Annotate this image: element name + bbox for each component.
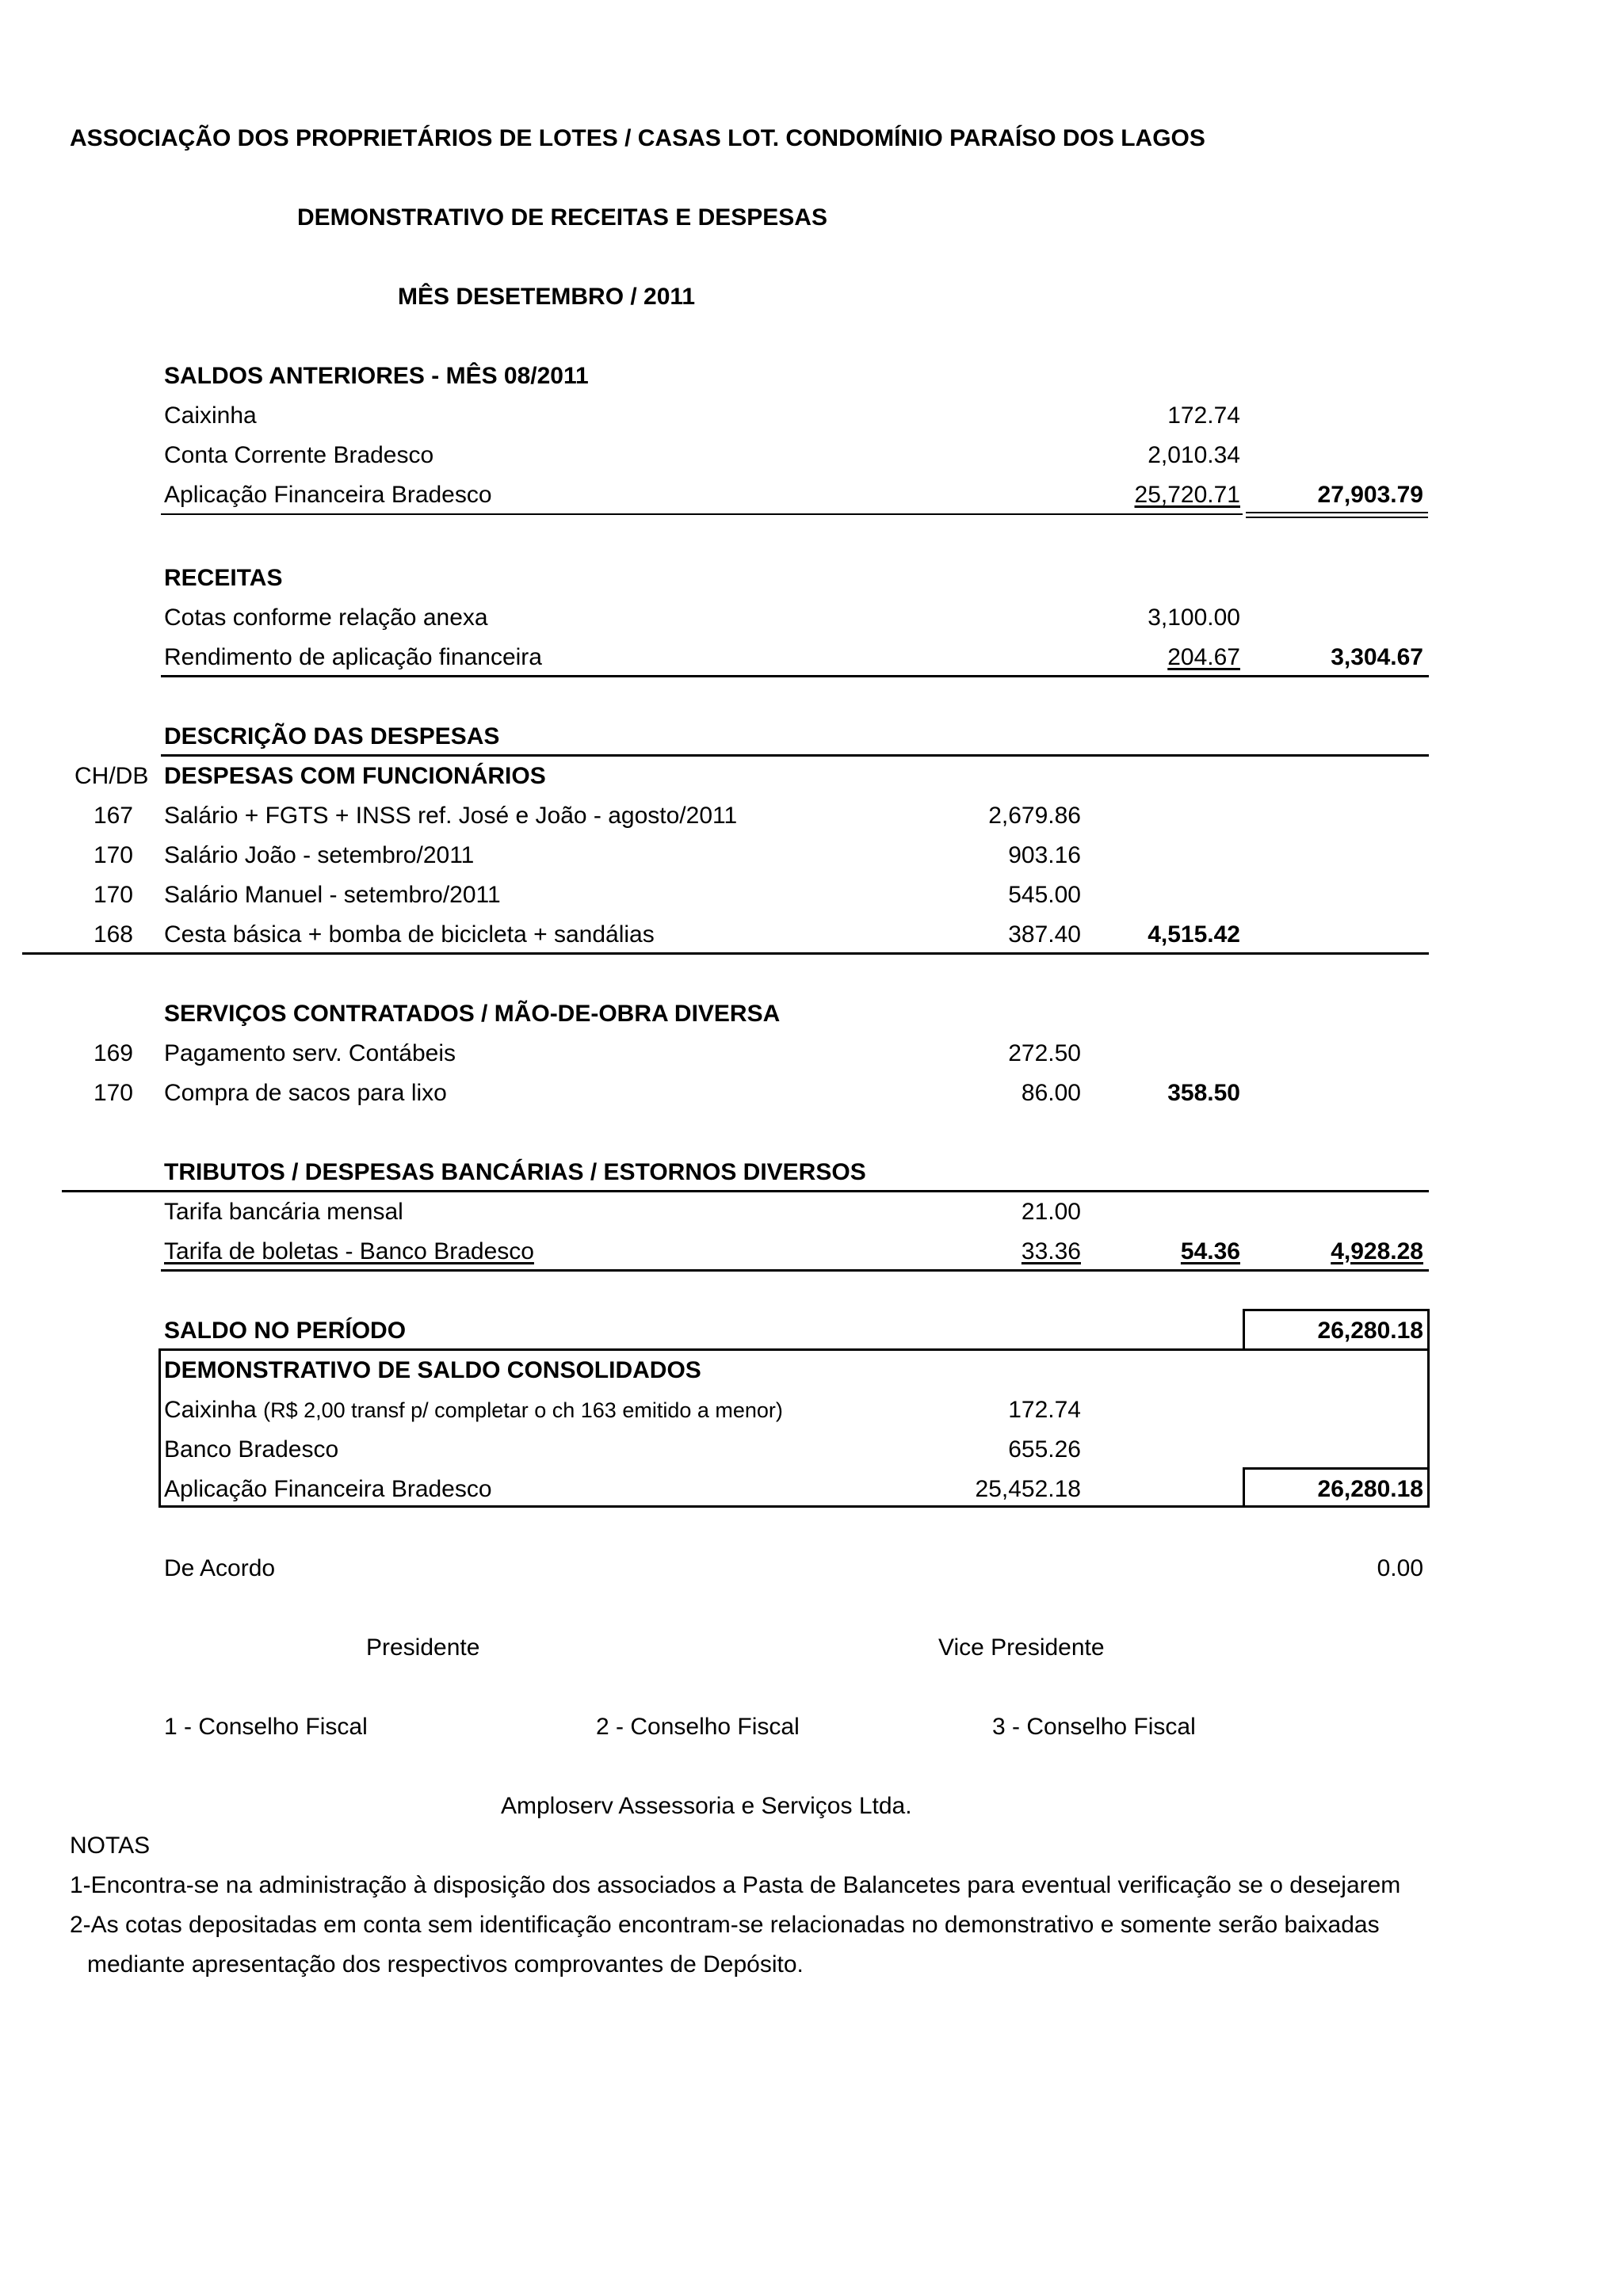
note-1: 1-Encontra-se na administração à disposição dos associados a Pasta de Balancetes para eventual verificação se o desejarem (70, 1872, 1401, 1898)
employee-row-1-value: 2,679.86 (988, 803, 1081, 829)
tax-row-1-value: 21.00 (1021, 1199, 1081, 1225)
note-2-line-1: 2-As cotas depositadas em conta sem identificação encontram-se relacionadas no demonstrativo e somente serão baixadas (70, 1912, 1380, 1938)
revenue-rule (161, 675, 1429, 677)
document-title: DEMONSTRATIVO DE RECEITAS E DESPESAS (297, 204, 827, 231)
taxes-rule (161, 1269, 1429, 1272)
council-1-signature: 1 - Conselho Fiscal (164, 1714, 368, 1740)
previous-caixinha-label: Caixinha (164, 402, 257, 429)
tax-row-1-label: Tarifa bancária mensal (164, 1199, 403, 1225)
association-title: ASSOCIAÇÃO DOS PROPRIETÁRIOS DE LOTES / CASAS LOT. CONDOMÍNIO PARAÍSO DOS LAGOS (70, 125, 1205, 151)
agreement-label: De Acordo (164, 1555, 276, 1581)
previous-balances-title: SALDOS ANTERIORES - MÊS 08/2011 (164, 363, 589, 389)
council-3-signature: 3 - Conselho Fiscal (992, 1714, 1196, 1740)
consolidated-caixinha-note: (R$ 2,00 transf p/ completar o ch 163 emitido a menor) (263, 1398, 783, 1422)
president-signature: Presidente (366, 1634, 480, 1661)
expenses-title-rule (161, 754, 1429, 757)
tax-row-2-label: Tarifa de boletas - Banco Bradesco (164, 1238, 534, 1264)
previous-investment-value: 25,720.71 (1134, 482, 1240, 508)
company-name: Amploserv Assessoria e Serviços Ltda. (501, 1793, 912, 1819)
service-row-1-ch: 169 (93, 1040, 133, 1066)
period-balance-value: 26,280.18 (1317, 1318, 1423, 1344)
chdb-header: CH/DB (74, 763, 149, 789)
employee-row-2-value: 903.16 (1008, 842, 1081, 868)
revenue-yield-label: Rendimento de aplicação financeira (164, 644, 542, 670)
consolidated-bank-label: Banco Bradesco (164, 1436, 339, 1463)
previous-checking-value: 2,010.34 (1148, 442, 1240, 468)
employee-row-2-ch: 170 (93, 842, 133, 868)
service-row-2-label: Compra de sacos para lixo (164, 1080, 447, 1106)
consolidated-caixinha-label: Caixinha (164, 1397, 257, 1423)
revenue-yield-value: 204.67 (1167, 644, 1240, 670)
consolidated-bank-value: 655.26 (1008, 1436, 1081, 1463)
previous-total-double-rule (1246, 512, 1428, 518)
taxes-title: TRIBUTOS / DESPESAS BANCÁRIAS / ESTORNOS DIVERSOS (164, 1159, 866, 1185)
consolidated-investment-label: Aplicação Financeira Bradesco (164, 1476, 492, 1502)
revenue-quotas-label: Cotas conforme relação anexa (164, 605, 488, 631)
employee-row-4-ch: 168 (93, 921, 133, 948)
employee-row-2-label: Salário João - setembro/2011 (164, 842, 475, 868)
taxes-title-rule (62, 1190, 1429, 1192)
council-2-signature: 2 - Conselho Fiscal (596, 1714, 800, 1740)
previous-rule (161, 513, 1243, 515)
service-row-2-ch: 170 (93, 1080, 133, 1106)
consolidated-caixinha-value: 172.74 (1008, 1397, 1081, 1423)
service-row-2-value: 86.00 (1021, 1080, 1081, 1106)
service-row-1-value: 272.50 (1008, 1040, 1081, 1066)
expenses-title: DESCRIÇÃO DAS DESPESAS (164, 723, 500, 749)
employee-row-3-ch: 170 (93, 882, 133, 908)
service-row-1-label: Pagamento serv. Contábeis (164, 1040, 456, 1066)
tax-row-2-value: 33.36 (1021, 1238, 1081, 1264)
note-2-line-2: mediante apresentação dos respectivos comprovantes de Depósito. (87, 1951, 804, 1978)
previous-investment-label: Aplicação Financeira Bradesco (164, 482, 492, 508)
employee-row-4-label: Cesta básica + bomba de bicicleta + sandálias (164, 921, 655, 948)
consolidated-investment-value: 25,452.18 (975, 1476, 1081, 1502)
employee-row-4-value: 387.40 (1008, 921, 1081, 948)
employees-subtotal: 4,515.42 (1148, 921, 1240, 948)
consolidated-caixinha (164, 1398, 783, 1422)
previous-checking-label: Conta Corrente Bradesco (164, 442, 434, 468)
previous-caixinha-value: 172.74 (1167, 402, 1240, 429)
services-title: SERVIÇOS CONTRATADOS / MÃO-DE-OBRA DIVERSA (164, 1001, 781, 1027)
employees-rule (22, 952, 1429, 955)
taxes-subtotal: 54.36 (1180, 1238, 1240, 1264)
services-subtotal: 358.50 (1167, 1080, 1240, 1106)
consolidated-title: DEMONSTRATIVO DE SALDO CONSOLIDADOS (164, 1357, 701, 1383)
employee-row-1-label: Salário + FGTS + INSS ref. José e João - agosto/2011 (164, 803, 738, 829)
total-expenses: 4,928.28 (1331, 1238, 1423, 1264)
month-title: MÊS DESETEMBRO / 2011 (398, 284, 696, 310)
vice-president-signature: Vice Presidente (938, 1634, 1105, 1661)
previous-total: 27,903.79 (1317, 482, 1423, 508)
employee-row-3-label: Salário Manuel - setembro/2011 (164, 882, 501, 908)
revenue-total: 3,304.67 (1331, 644, 1423, 670)
employee-row-1-ch: 167 (93, 803, 133, 829)
consolidated-total: 26,280.18 (1317, 1476, 1423, 1502)
revenue-quotas-value: 3,100.00 (1148, 605, 1240, 631)
agreement-value: 0.00 (1377, 1555, 1423, 1581)
employee-row-3-value: 545.00 (1008, 882, 1081, 908)
period-balance-label: SALDO NO PERÍODO (164, 1318, 407, 1344)
notes-title: NOTAS (70, 1833, 151, 1859)
revenue-title: RECEITAS (164, 565, 283, 591)
employees-title: DESPESAS COM FUNCIONÁRIOS (164, 763, 546, 789)
